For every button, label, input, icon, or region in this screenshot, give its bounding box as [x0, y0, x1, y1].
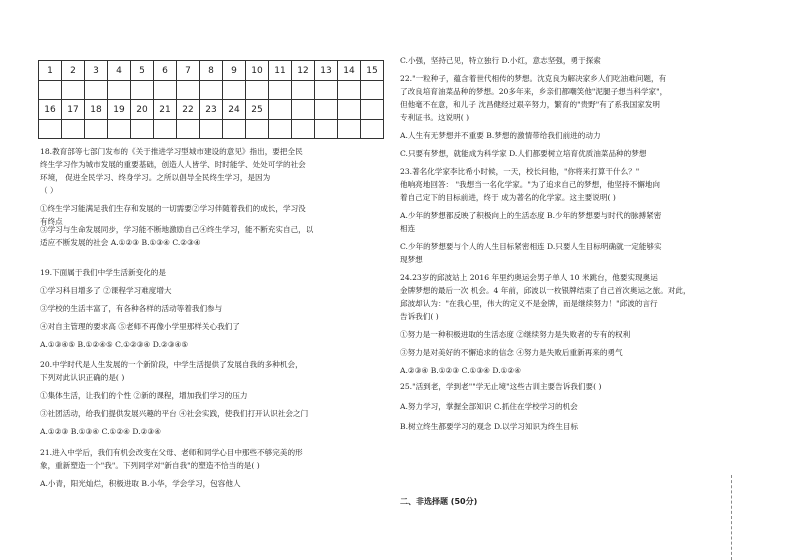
- answer-grid-row: [39, 61, 384, 81]
- option-text: A.①③④⑤ B.①②④⑤ C.①②③④ D.②③④⑤: [40, 340, 189, 349]
- option-text: A.②③④ B.①②③ C.①③④ D.①②④: [400, 366, 522, 375]
- answer-cell: [338, 100, 361, 120]
- option-text: C.少年的梦想要与个人的人生目标紧密相连 D.只要人生目标明确就一定能够实: [400, 242, 662, 251]
- option-text: C.小强，坚持己见，特立独行 D.小红，意志坚强，勇于探索: [400, 56, 601, 65]
- answer-box[interactable]: [315, 81, 338, 100]
- question-text: 19.下面属于我们中学生活新变化的是: [40, 268, 166, 277]
- answer-cell: 4: [108, 61, 131, 81]
- section-heading: 二、非选择题 (50分): [400, 497, 478, 506]
- option-text: 现梦想: [400, 255, 423, 264]
- option-text: C.只要有梦想，就能成为科学家 D.人们都要树立培育优质油菜品种的梦想: [400, 149, 647, 158]
- answer-cell: 1: [39, 61, 62, 81]
- question-text: 21.进入中学后，我们有机会改变在父母、老师和同学心目中那些不够完美的形: [40, 448, 303, 457]
- question-text: 20.中学时代是人生发展的一个新阶段，中学生活提供了发展自我的多种机会，: [40, 360, 303, 369]
- option-text: ③社团活动，给我们提供发展兴趣的平台 ④社会实践，使我们打开认识社会之门: [40, 409, 309, 418]
- answer-cell: 7: [177, 61, 200, 81]
- answer-grid: [38, 60, 384, 139]
- answer-cell: [269, 100, 292, 120]
- answer-cell: 2: [62, 61, 85, 81]
- option-text: ①学习科目增多了 ②课程学习难度增大: [40, 286, 172, 295]
- question-text: 专利证书。这说明( ): [400, 113, 470, 122]
- answer-box[interactable]: [85, 120, 108, 139]
- answer-cell: 8: [200, 61, 223, 81]
- answer-cell: [315, 100, 338, 120]
- answer-box[interactable]: [269, 81, 292, 100]
- answer-cell: 16: [39, 100, 62, 120]
- option-text: ④对自主管理的要求高 ⑤老师不再像小学里那样关心我们了: [40, 322, 240, 331]
- question-text: 告诉我们( ): [400, 312, 439, 321]
- answer-box[interactable]: [108, 81, 131, 100]
- question-text: 邱波却认为："在我心里，伟大的定义不是金牌，而是继续努力！"邱波的言行: [400, 299, 658, 308]
- answer-cell: 24: [223, 100, 246, 120]
- answer-box[interactable]: [246, 120, 269, 139]
- option-text: ③学习与生命发展同步，学习能不断地激励自己④终生学习，能不断充实自己，以: [40, 225, 314, 234]
- answer-box[interactable]: [85, 81, 108, 100]
- answer-cell: 6: [154, 61, 177, 81]
- option-text: 相连: [400, 224, 416, 233]
- option-text: 适应不断发展的社会 A.①②③ B.①③④ C.②③④: [40, 238, 201, 247]
- answer-box[interactable]: [108, 120, 131, 139]
- answer-cell: 5: [131, 61, 154, 81]
- question-text: 下列对此认识正确的是( ): [40, 373, 125, 382]
- answer-box[interactable]: [338, 81, 361, 100]
- question-text: 着自己定下的目标前进，终于 成为著名的化学家。这主要说明( ): [400, 193, 616, 202]
- question-text: 终生学习作为城市发展的重要基础，创造人人皆学、时时能学、处处可学的社会: [40, 160, 306, 169]
- answer-box[interactable]: [361, 81, 384, 100]
- option-text: A.少年的梦想都反映了积极向上的生活态度 B.少年的梦想要与时代的脉搏紧密: [400, 211, 662, 220]
- answer-blank-row: [39, 120, 384, 139]
- answer-box[interactable]: [62, 81, 85, 100]
- answer-box[interactable]: [315, 120, 338, 139]
- answer-cell: 14: [338, 61, 361, 81]
- divider: [731, 475, 732, 560]
- option-text: 有终点: [40, 217, 63, 226]
- answer-cell: [361, 100, 384, 120]
- answer-cell: 10: [246, 61, 269, 81]
- answer-cell: 11: [269, 61, 292, 81]
- answer-box[interactable]: [338, 120, 361, 139]
- question-text: 了改良培育油菜品种的梦想。20多年来，乡亲们都嘲笑他"泥腿子想当科学家"，: [400, 87, 668, 96]
- answer-grid-row: [39, 100, 384, 120]
- question-text: 但他毫不在意，和儿子 沈昌健经过艰辛努力，繁育的"贵野"有了系我国家发明: [400, 100, 660, 109]
- answer-cell: 3: [85, 61, 108, 81]
- answer-cell: 23: [200, 100, 223, 120]
- answer-cell: 22: [177, 100, 200, 120]
- question-text: 他响亮地回答： "我想当一名化学家。"为了追求自己的梦想，他坚持不懈地向: [400, 180, 660, 189]
- answer-cell: 17: [62, 100, 85, 120]
- answer-cell: 20: [131, 100, 154, 120]
- option-text: ③学校的生活丰富了，有各种各样的活动等着我们参与: [40, 304, 223, 313]
- answer-box[interactable]: [292, 81, 315, 100]
- answer-box[interactable]: [177, 120, 200, 139]
- question-text: 环境， 促进全民学习、终身学习。之所以倡导全民终生学习，是因为: [40, 173, 271, 182]
- option-text: A.①②③ B.①③④ C.①②④ D.②③④: [40, 427, 162, 436]
- answer-box[interactable]: [246, 81, 269, 100]
- answer-cell: 25: [246, 100, 269, 120]
- answer-cell: 9: [223, 61, 246, 81]
- answer-box[interactable]: [269, 120, 292, 139]
- question-text: 23.著名化学家李比希小时候，一天，校长问他，"你将来打算干什么？": [400, 167, 640, 176]
- answer-blank-row: [39, 81, 384, 100]
- answer-cell: 15: [361, 61, 384, 81]
- answer-box[interactable]: [361, 120, 384, 139]
- answer-box[interactable]: [39, 81, 62, 100]
- question-text: （ ）: [40, 186, 58, 195]
- answer-box[interactable]: [154, 81, 177, 100]
- question-text: 18.教育部等七部门发布的《关于推进学习型城市建设的意见》指出，要把全民: [40, 147, 303, 156]
- answer-box[interactable]: [223, 81, 246, 100]
- question-text: 象，重新塑造一个"我"。下列同学对"新自我"的塑造不恰当的是( ): [40, 461, 260, 470]
- option-text: B.树立终生都要学习的观念 D.以学习知识为终生目标: [400, 422, 579, 431]
- option-text: ①集体生活，让我们的个性 ②新的课程，增加我们学习的压力: [40, 391, 248, 400]
- answer-box[interactable]: [292, 120, 315, 139]
- answer-cell: 13: [315, 61, 338, 81]
- answer-box[interactable]: [131, 81, 154, 100]
- option-text: A.人生有无梦想并不重要 B.梦想的激情带给我们前进的动力: [400, 131, 601, 140]
- question-text: 24.23岁的邱波站上 2016 年里约奥运会男子单人 10 米跳台，他要实现奥运: [400, 273, 658, 282]
- option-text: A.努力学习，掌握全部知识 C.抓住在学校学习的机会: [400, 402, 578, 411]
- answer-box[interactable]: [39, 120, 62, 139]
- answer-box[interactable]: [131, 120, 154, 139]
- answer-box[interactable]: [154, 120, 177, 139]
- answer-cell: [292, 100, 315, 120]
- option-text: A.小青，阳光灿烂，积极进取 B.小华，学会学习，包容他人: [40, 479, 241, 488]
- question-text: 22."一粒种子，蕴含着世代相传的梦想。沈克良为解决家乡人们吃油难问题，有: [400, 74, 667, 83]
- answer-box[interactable]: [200, 81, 223, 100]
- answer-cell: 21: [154, 100, 177, 120]
- answer-box[interactable]: [223, 120, 246, 139]
- answer-cell: 12: [292, 61, 315, 81]
- answer-box[interactable]: [177, 81, 200, 100]
- option-text: ③努力是对美好的不懈追求的信念 ④努力是失败后重新再来的勇气: [400, 348, 623, 357]
- answer-cell: 19: [108, 100, 131, 120]
- question-text: 金牌梦想的最后一次 机会。4 年前，邱波以一枚银牌结束了自己首次奥运之旅。对此，: [400, 286, 691, 295]
- option-text: ①终生学习能满足我们生存和发展的一切需要②学习伴随着我们的成长，学习没: [40, 204, 306, 213]
- answer-cell: 18: [85, 100, 108, 120]
- answer-box[interactable]: [200, 120, 223, 139]
- question-text: 25."活到老，学到老""学无止境"这些古训主要告诉我们要( ): [400, 382, 602, 391]
- answer-box[interactable]: [62, 120, 85, 139]
- option-text: ①努力是一种积极进取的生活态度 ②继续努力是失败者的专有的权利: [400, 330, 631, 339]
